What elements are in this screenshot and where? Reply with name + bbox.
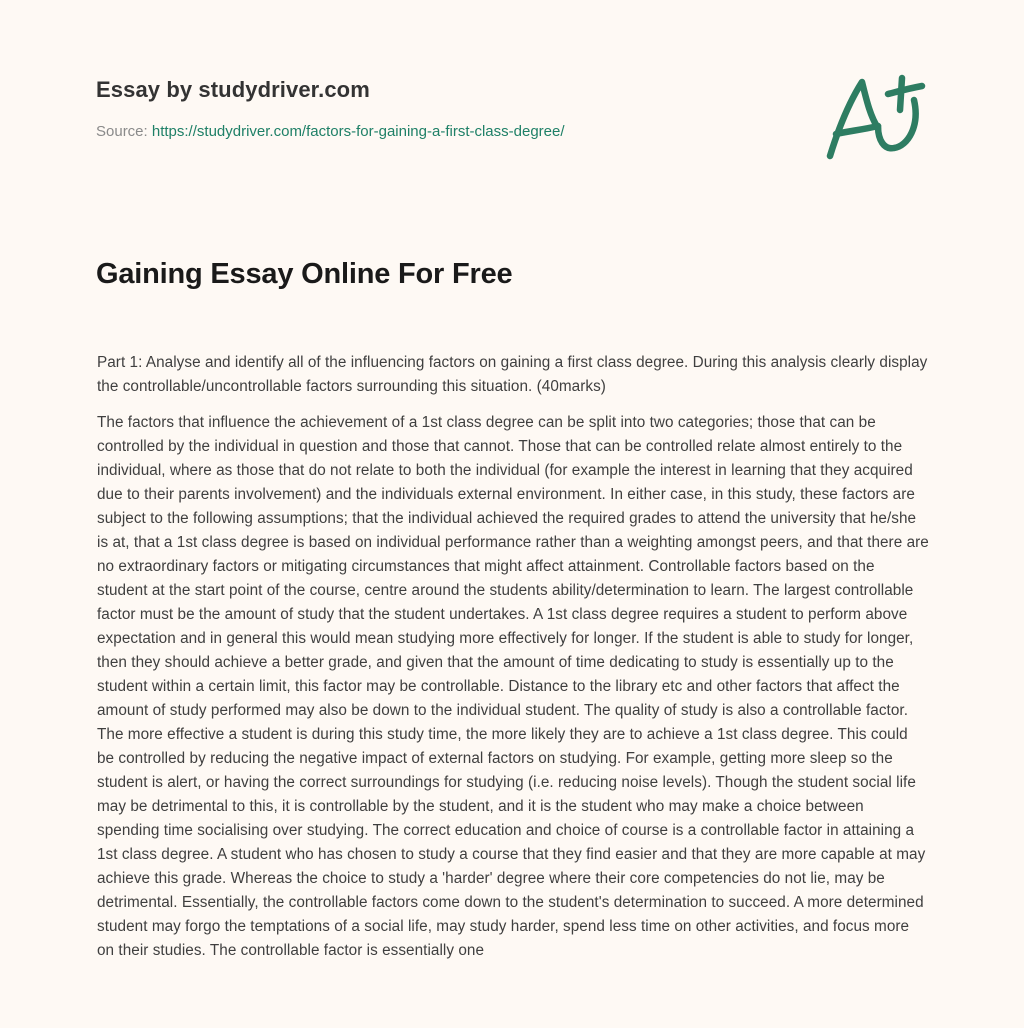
source-line	[96, 122, 796, 142]
source-label: Source:	[96, 123, 152, 140]
page-title: Gaining Essay Online For Free	[96, 258, 513, 290]
essay-prompt-paragraph: Part 1: Analyse and identify all of the influencing factors on gaining a first class degree. During this analysis clearly display the controllable/uncontrollable factors surrounding this situation. (40marks)	[97, 354, 928, 395]
page-header	[96, 76, 796, 142]
source-link[interactable]: https://studydriver.com/factors-for-gaining-a-first-class-degree/	[151, 123, 565, 140]
essay-paragraph: The factors that influence the achievement of a 1st class degree can be split into two categories; those that can be controlled by the individual in question and those that cannot. Those that can be controlled relate almost entirely to the individual, where as those that do not relate to both the individual (for example the interest in learning that they acquired due to their parents involvement) and the individuals external environment. In either case, in this study, these factors are subject to the following assumptions; that the individual achieved the required grades to attend the university that he/she is at, that a 1st class degree is based on individual performance rather than a weighting amongst peers, and that there are no extraordinary factors or mitigating circumstances that might affect attainment. Controllable factors based on the student at the start point of the course, centre around the students ability/determination to learn. The largest controllable factor must be the amount of study that the student undertakes. A 1st class degree requires a student to perform above expectation and in general this would mean studying more effectively for longer. If the student is able to study for longer, then they should achieve a better grade, and given that the amount of time dedicating to study is essentially up to the student within a certain limit, this factor may be controllable. Distance to the library etc and other factors that affect the amount of study performed may also be down to the individual student. The quality of study is also a controllable factor. The more effective a student is during this study time, the more likely they are to achieve a 1st class degree. This could be controlled by reducing the negative impact of external factors on studying. For example, getting more sleep so the student is alert, or having the correct surroundings for studying (i.e. reducing noise levels). Though the student social life may be detrimental to this, it is controllable by the student, and it is the student who may make a choice between spending time socialising over studying. The correct education and choice of course is a controllable factor in attaining a 1st class degree. A student who has chosen to study a course that they find easier and that they are more capable at may achieve this grade. Whereas the choice to study a 'harder' degree where their core competencies do not lie, may be detrimental. Essentially, the controllable factors come down to the student's determination to succeed. A more determined student may forgo the temptations of a social life, may study harder, spend less time on other activities, and focus more on their studies. The controllable factor is essentially one	[97, 414, 929, 959]
a-plus-grade-icon	[822, 68, 928, 164]
essay-body	[97, 351, 929, 975]
site-title: Essay by studydriver.com	[96, 77, 370, 102]
